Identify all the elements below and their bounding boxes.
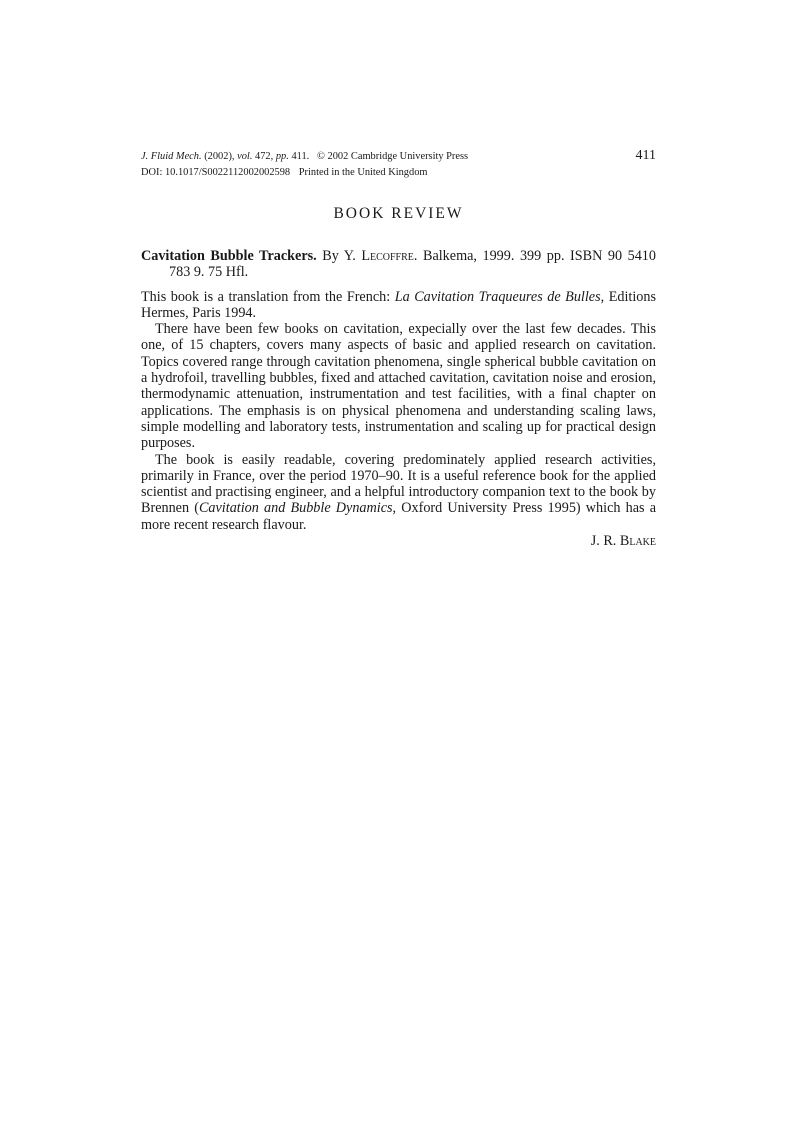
author-surname: Lecoffre [361,248,414,264]
volume-label: vol. [237,151,253,162]
journal-name: J. Fluid Mech. [141,151,202,162]
reviewer-signature [141,533,656,549]
paragraph-2: There have been few books on cavitation, expecially over the last few decades. This one, of 15 chapters, covers many aspects of basic and applied research on cavitation. Topics covered range through cavitation phenomena, single spherical bubble cavitation on a hydrofoil, travelling bubbles, fixed and attached cavitation, cavitation noise and erosion, thermodynamic attenuation, instrumentation and test facilities, with a final chapter on applications. The emphasis is on physical phenomena and understanding scaling laws, simple modelling and laboratory tests, instrumentation and scaling up for practical design purposes. [141,321,656,452]
page-number: 411 [635,148,656,163]
printed-notice: Printed in the United Kingdom [298,167,428,178]
journal-citation [141,149,468,165]
journal-year: (2002), [204,151,235,162]
author-prefix: By Y. [322,248,356,264]
paragraph-1-text: This book is a translation from the French: [141,288,395,305]
paragraph-1 [141,289,656,322]
copyright-notice: © 2002 Cambridge University Press [317,151,469,162]
running-header [141,148,656,165]
pages-label: pp. [275,151,289,162]
publication-details: . Balkema, 1999. 399 pp. ISBN 90 5410 783 9. 75 Hfl. [169,248,656,281]
paragraph-3-text: The book is easily readable, covering predominately applied research activities, primarily in France, over the period 1970–90. It is a useful reference book for the applied scientist and practising engineer, and a helpful introductory companion text to the book by Brennen ( [141,451,656,517]
doi-line [141,165,656,181]
reviewer-surname: Blake [619,533,656,550]
review-body [141,289,656,533]
page-range: 411. [291,151,310,162]
doi: DOI: 10.1017/S0022112002002598 [141,167,291,178]
book-title: Cavitation Bubble Trackers. [141,248,317,264]
section-title: BOOK REVIEW [333,205,464,222]
volume-number: 472, [255,151,274,162]
referenced-book-title: Cavitation and Bubble Dynamics [198,500,393,517]
paragraph-1-tail: , Editions Hermes, Paris 1994. [141,288,657,321]
french-title: La Cavitation Traqueures de Bulles [394,288,601,305]
book-citation [141,248,656,281]
article-page [141,148,656,549]
paragraph-3-tail: , Oxford University Press 1995) which has a more recent research flavour. [141,500,657,533]
reviewer-initials: J. R. [590,533,617,550]
paragraph-3 [141,452,656,533]
